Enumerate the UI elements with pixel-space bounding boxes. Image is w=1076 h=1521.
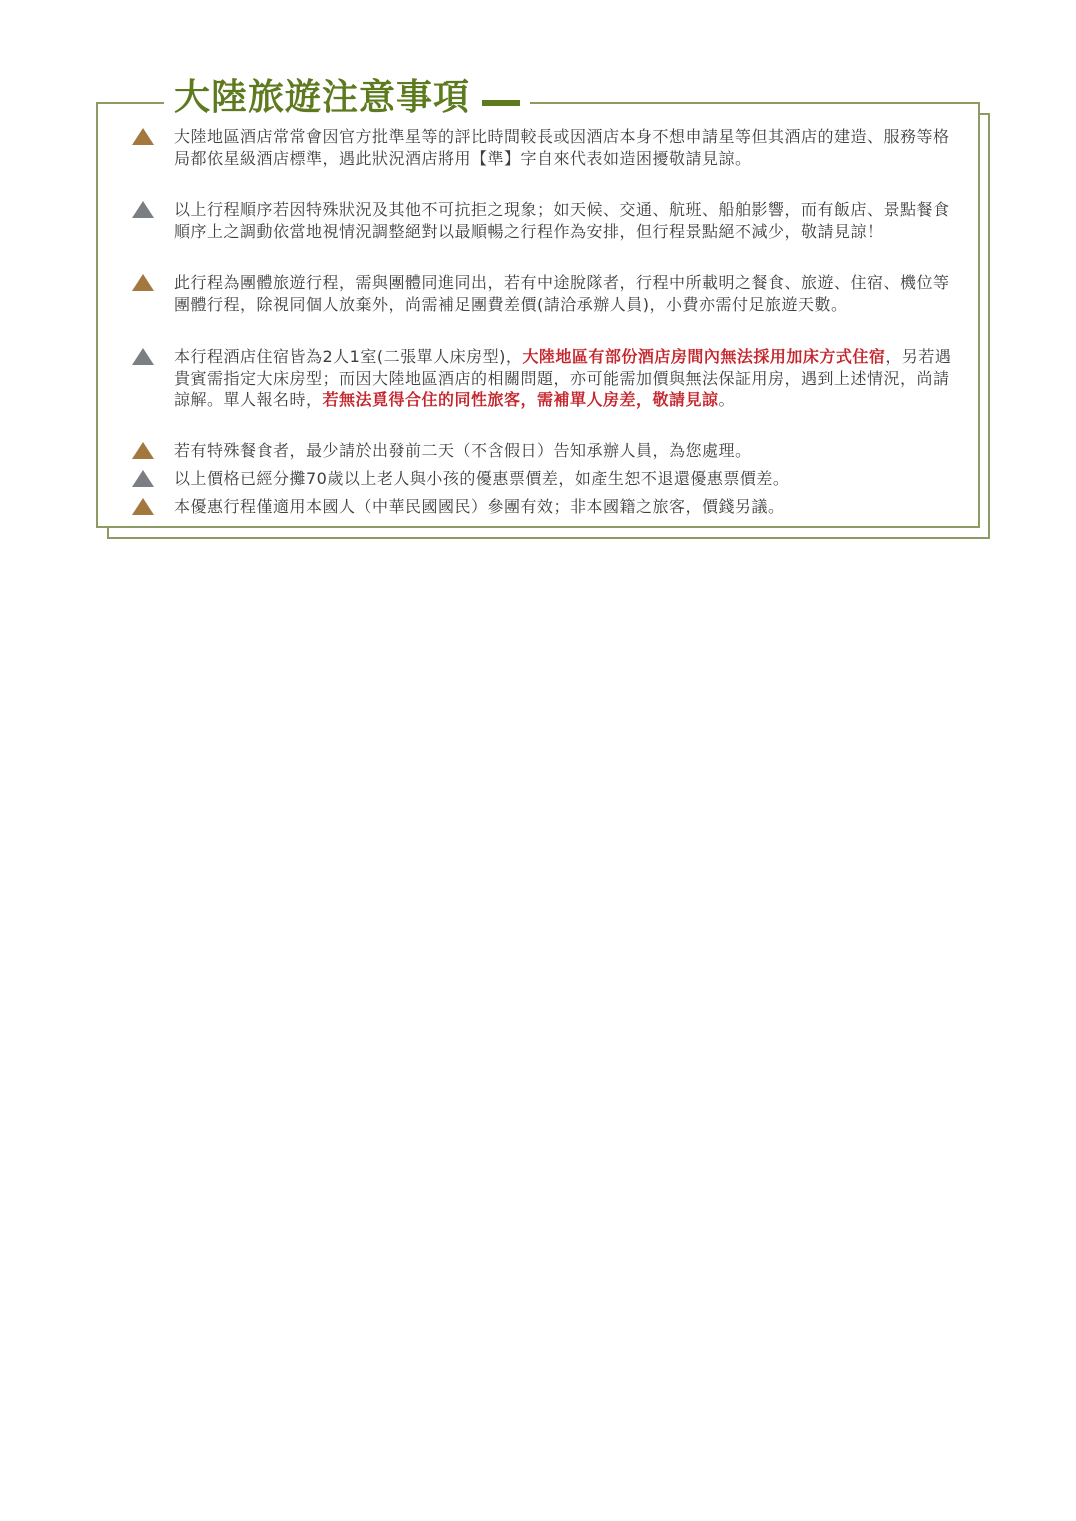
page-title: 大陸旅遊注意事項 <box>174 77 471 118</box>
title-wrap <box>164 70 530 126</box>
notice-text-highlight: 大陸地區有部份酒店房間內無法採用加床方式住宿 <box>522 347 886 366</box>
notice-item-text <box>174 496 952 518</box>
triangle-bullet-icon <box>132 442 154 459</box>
notice-item-text <box>174 468 952 490</box>
notice-text-highlight: 若無法覓得合住的同性旅客，需補單人房差，敬請見諒 <box>322 390 719 409</box>
title-decoration-bar <box>482 100 520 106</box>
notice-text-segment: 大陸地區酒店常常會因官方批準星等的評比時間較長或因酒店本身不想申請星等但其酒店的建造、服務等格局都依星級酒店標準，遇此狀況酒店將用【準】字自來代表如造困擾敬請見諒。 <box>174 127 950 168</box>
notice-item-text <box>174 440 952 462</box>
notice-text-segment: 本行程酒店住宿皆為2人1室(二張單人床房型)， <box>174 347 523 366</box>
triangle-bullet-icon <box>132 498 154 515</box>
notice-text-segment: 若有特殊餐食者，最少請於出發前二天（不含假日）告知承辦人員，為您處理。 <box>174 441 752 460</box>
triangle-bullet-icon <box>132 201 154 218</box>
notice-item-text <box>174 199 952 242</box>
notice-text-segment: 以上行程順序若因特殊狀況及其他不可抗拒之現象；如天候、交通、航班、船舶影響，而有飯店、景點餐食順序上之調動依當地視情況調整絕對以最順暢之行程作為安排，但行程景點絕不減少，敬請見諒！ <box>174 200 950 241</box>
notice-text-segment: 本優惠行程僅適用本國人（中華民國國民）參團有效；非本國籍之旅客，價錢另議。 <box>174 497 785 516</box>
triangle-bullet-icon <box>132 274 154 291</box>
notice-text-segment: 此行程為團體旅遊行程，需與團體同進同出，若有中途脫隊者，行程中所載明之餐食、旅遊、住宿、機位等團體行程，除視同個人放棄外，尚需補足團費差價(請洽承辦人員)，小費亦需付足旅遊天數。 <box>174 273 950 314</box>
notice-item-text <box>174 126 952 169</box>
triangle-bullet-icon <box>132 128 154 145</box>
triangle-bullet-icon <box>132 470 154 487</box>
notice-text-segment: 。 <box>718 390 736 409</box>
notice-text-segment: ，另若遇貴賓需指定大床房型；而因大陸地區酒店的相關問題，亦可能需加價與無法保証用房，遇到上述情況，尚請諒解。單人報名時， <box>174 347 952 409</box>
notice-item-text <box>174 346 952 411</box>
triangle-bullet-icon <box>132 348 154 365</box>
notice-item-text <box>174 272 952 315</box>
notice-text-segment: 以上價格已經分攤70歲以上老人與小孩的優惠票價差，如產生恕不退還優惠票價差。 <box>174 469 790 488</box>
